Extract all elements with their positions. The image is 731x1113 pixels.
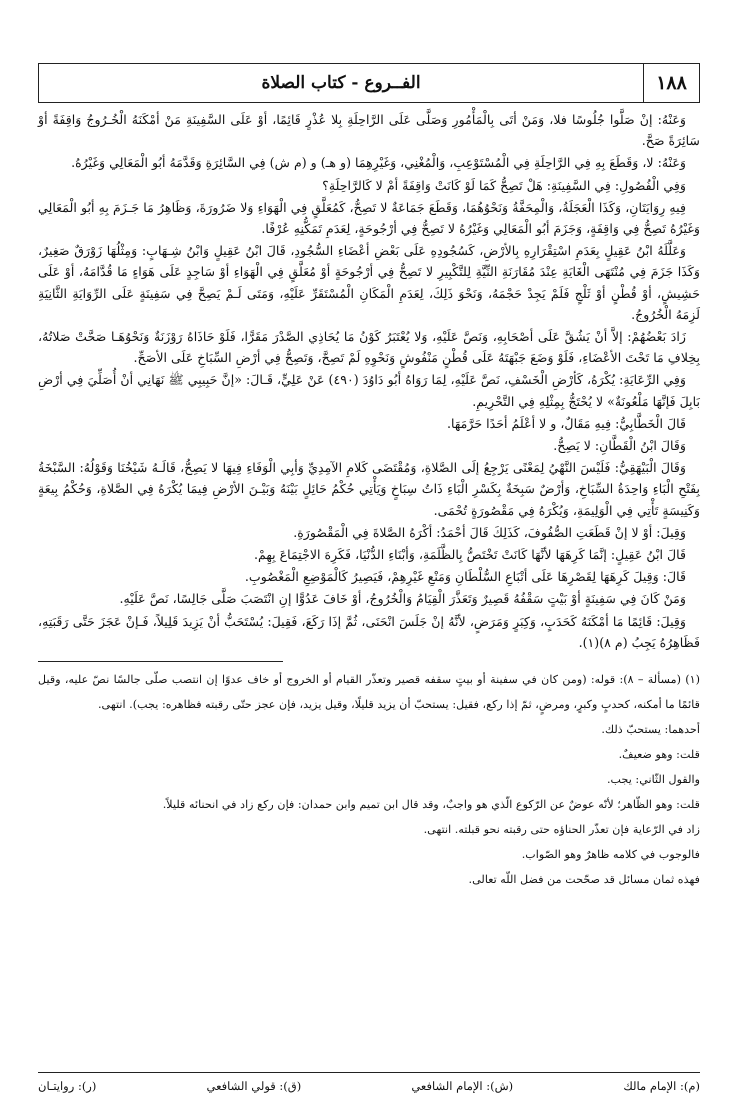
- main-text: [38, 109, 700, 653]
- paragraph: وَقِيلَ: قَائِمًا مَا أمْكَنَهُ كَحَدَبٍ، وَكِبَرٍ وَمَرَضٍ، لأنَّهُ إنْ جَلَسَ انْحَنَى، ثُمَّ إذَا رَكَعَ، فَقِيلَ: يُسْتَحَبُّ أنْ يَزِيدَ قَلِيلاً، فَـإنْ عَجَزَ حَتَّى رَقَبَتِهِ، فَظَاهِرُهُ يَجِبُ (م ٨)(١).: [38, 613, 700, 650]
- paragraph: وَعَنْهُ: لا، وَقَطَعَ بِهِ فِي الرَّاحِلَةِ فِي الْمُسْتَوْعِبِ، وَالْمُغْنِي، وَغَيْرِهِمَا (و هـ) و (م ش) فِي السَّائِرَةِ وَقَدَّمَهُ أبُو الْمَعَالِي وَغَيْرُهُ.: [71, 155, 686, 171]
- page-header: [38, 63, 700, 103]
- paragraph: فِيهِ رِوَايَتَانِ، وَكَذَا الْعَجَلَةُ، وَالْمِحَفَّةُ وَنَحْوُهُمَا، وَقَطَعَ جَمَاعَةٌ لا تَصِحُّ، كَمُعَلَّقٍ فِي الْهَوَاءِ وَلا ضَرُورَةَ، وَظَاهِرُ مَا جَـزَمَ بِهِ أبُو الْمَعَالِي وَغَيْرُهُ تَصِحُّ فِي وَاقِفَةٍ، وَجَزَمَ أبُو الْمَعَالِي وَغَيْرُهُ لا تَصِحُّ فِي أرْجُوحَةٍ، لِعَدَمِ تَمَكُّنِهِ عُرْفًا.: [38, 199, 700, 237]
- paragraph: قَالَ: وَقِيلَ كَرِهَهَا لِقَصْرِهَا عَلَى أتْبَاعِ السُّلْطَانِ وَمَنْعِ غَيْرِهِمْ، فَيَصِيرُ كَالْمَوْضِعِ الْمَغْصُوبِ.: [244, 569, 686, 585]
- legend-malik: (م): الإمام مالك: [623, 1079, 700, 1093]
- paragraph: وَعَنْهُ: إنْ صَلَّوا جُلُوسًا فلا، وَمَنْ أتَى بِالْمَأْمُورِ وَصَلَّى عَلَى الرَّاحِلَةِ بِلا عُذْرٍ قَائِمًا، أوْ عَلَى السَّفِينَةِ مَنْ أمْكَنَهُ الْخُـرُوجُ وَاقِفَةً أوْ سَائِرَةً صَحَّ.: [38, 112, 700, 149]
- paragraph: وَفِي الْفُصُولِ: فِي السَّفِينَةِ: هَلْ تَصِحُّ كَمَا لَوْ كَانَتْ وَاقِفَةً أمْ لا كَالرَّاحِلَةِ؟: [322, 177, 686, 193]
- legend-shafii: (ش): الإمام الشافعي: [411, 1079, 514, 1093]
- paragraph: زَادَ بَعْضُهُمْ: إلاَّ أنْ يَشُقَّ عَلَى أصْحَابِهِ، وَنَصَّ عَلَيْهِ، وَلا يُعْتَبَرُ كَوْنُ مَا يُحَاذِي الصَّدْرَ مَقَرًّا، فَلَوْ حَاذَاهُ رَوْزَنَةٌ وَنَحْوُهَـا صَحَّتْ صَلاتُهُ، بِخِلافِ مَا تَحْتَ الأعْضَاءِ، فَلَوْ وَضَعَ جَبْهَتَهُ عَلَى قُطْنٍ مَنْفُوشٍ وَنَحْوِهِ لَمْ تَصِحَّ، وَتَصِحُّ فِي أرْضِ السِّبَاخِ عَلَى الأصَحِّ.: [38, 329, 700, 366]
- footnotes: [38, 667, 700, 892]
- page-number: ١٨٨: [643, 64, 699, 102]
- running-title: الفــروع - كتاب الصلاة: [261, 73, 421, 93]
- paragraph: وَقِيلَ: أوْ لا إنْ قَطَعَتِ الصُّفُوفَ، كَذَلِكَ قَالَ أحْمَدُ: أكْرَهُ الصَّلاةَ فِي الْمَقْصُورَةِ.: [293, 524, 686, 540]
- paragraph: وَعَلَّلَهُ ابْنُ عَقِيلٍ بِعَدَمِ اسْتِقْرَارِهِ بِالأرْضِ، كَسُجُودِهِ عَلَى بَعْضِ أعْضَاءِ السُّجُودِ، قَالَ ابْنُ عَقِيلٍ وَابْنُ شِـهَابٍ: وَمِثْلُهَا زَوْرَقٌ صَغِيرٌ، وَكَذَا جَزَمَ فِي مُنْتَهَى الْغَايَةِ عِنْدَ مُقَارَنَةِ النِّيَّةِ لِلتَّكْبِيرِ لا تَصِحُّ فِي أرْجُوحَةٍ أوْ مُعَلَّقٍ فِي الْهَوَاءِ أوْ سَاجِدٍ عَلَى هَوَاءٍ مَا قُدَّامَهُ، أوْ عَلَى حَشِيشٍ، أوْ قُطْنٍ أوْ ثَلْجٍ فَلَمْ يَجِدْ حَجْمَهُ، وَنَحْوَ ذَلِكَ، لِعَدَمِ الْمَكَانِ الْمُسْتَقَرِّ عَلَيْهِ، وَمَتَى لَـمْ يَصِحَّ فِي سَفِينَةٍ عَلَى الرِّوَايَةِ الثَّانِيَةِ لَزِمَهُ الْخُرُوجُ.: [38, 243, 700, 322]
- footnote-line: والقول الثّاني: يجب.: [607, 773, 700, 787]
- paragraph: قَالَ الْخَطَّابِيُّ: فِيهِ مَقَالٌ، و لا أعْلَمُ أحَدًا حَرَّمَهَا.: [447, 415, 686, 431]
- footnote-line: قلت: وهو الظّاهر؛ لأنّه عوضٌ عن الرّكوع الّذي هو واجبٌ، وقد قال ابن تميم وابن حمدان: فإن ركع زاد في انحنائه قليلاً.: [162, 798, 700, 812]
- paragraph: وَقَالَ الْبَيْهَقِيُّ: فَلَيْسَ النَّهْيُ لِمَعْنًى يَرْجِعُ إلَى الصَّلاةِ، وَمُقْتَضَى كَلامِ الآمِدِيِّ وَأبِي الْوَفَاءِ فِيهَا لا يَصِحُّ، قَالَـهُ شَيْخُنَا وَقَوْلُهُ: السَّبْخَةُ بِفَتْحِ الْبَاءِ وَاحِدَةُ السِّبَاخِ، وَأرْضٌ سَبِخَةٌ بِكَسْرِ الْبَاءِ ذَاتُ سِبَاخٍ وَيَأْتِي حُكْمُ حَائِلٍ بَيْنَهُ وَبَيْـنَ الأرْضِ فِيمَا يُكْرَهُ فِي الصَّلاةِ، وَحُكْمُ بِيعَةٍ وَكَنِيسَةٍ تَأْتِي فِي الْوَلِيمَةِ، وَيُكْرَهُ فِي مَقْصُورَةٍ تُحْمَى.: [38, 460, 700, 518]
- legend-qawlay: (ق): قولي الشافعي: [206, 1079, 302, 1093]
- footnote-line: فالوجوب في كلامه ظاهرٌ وهو الصّواب.: [521, 848, 700, 862]
- abbreviation-legend: [38, 1072, 700, 1093]
- footnote-line: قلت: وهو ضعيفٌ.: [618, 748, 700, 762]
- paragraph: وَقَالَ ابْنُ الْقَطَّانِ: لا يَصِحُّ.: [553, 438, 686, 454]
- footnote-line: فهذه ثمان مسائل قد صحّحت من فضل اللّه تعالى.: [468, 873, 700, 887]
- footnote-line: (١) (مسألة – ٨): قوله: (ومن كان في سفينة أو بيتٍ سقفه قصير وتعذّر القيام أو الخروج أو خاف عدوًا إن انتصب صلّى جالسًا نصّ عليه، وقيل قائمًا ما أمكنه، كحدبٍ وكبرٍ، ومرضٍ، ثمّ إذا ركع، فقيل: يستحبّ أن يزيد قليلًا، وقيل يزيد، فإن عجز حتّى رقبته فظاهره: يجب). انتهى.: [38, 673, 700, 712]
- paragraph: قَالَ ابْنُ عَقِيلٍ: إنَّمَا كَرِهَهَا لأنَّهَا كَانَتْ تَخْتَصُّ بِالظَّلَمَةِ، وَأبْنَاءِ الدُّنْيَا، فَكَرِهَ الاجْتِمَاعَ بِهِمْ.: [253, 547, 686, 563]
- paragraph: وَمَنْ كَانَ فِي سَفِينَةٍ أوْ بَيْتٍ سَقْفُهُ قَصِيرٌ وَتَعَذَّرَ الْقِيَامُ وَالْخُرُوجُ، أوْ خَافَ عَدُوًّا إنِ انْتَصَبَ صَلَّى جَالِسًا، نَصَّ عَلَيْهِ.: [119, 591, 686, 607]
- footnote-line: زاد في الرّعاية فإن تعذّر الحناؤه حتى رقبته نحو قبلته. انتهى.: [423, 823, 700, 837]
- legend-riwayatan: (ر): روايتـان: [38, 1079, 97, 1093]
- footnote-line: أحدهما: يستحبّ ذلك.: [601, 723, 700, 737]
- page: [38, 63, 700, 1093]
- paragraph: وَفِي الرِّعَايَةِ: يُكْرَهُ، كَأرْضِ الْخَسْفِ، نَصَّ عَلَيْهِ، لِمَا رَوَاهُ أبُو دَاوُدَ (٤٩٠) عَنْ عَلِيٍّ، قَـالَ: «إنَّ حَبِيبِي ﷺ نَهَانِي أنْ أُصَلِّيَ فِي أرْضِ بَابِلَ فَإنَّهَا مَلْعُونَةٌ» لا يُحْتَجُّ بِمِثْلِهِ فِي التَّحْرِيمِ.: [38, 372, 700, 409]
